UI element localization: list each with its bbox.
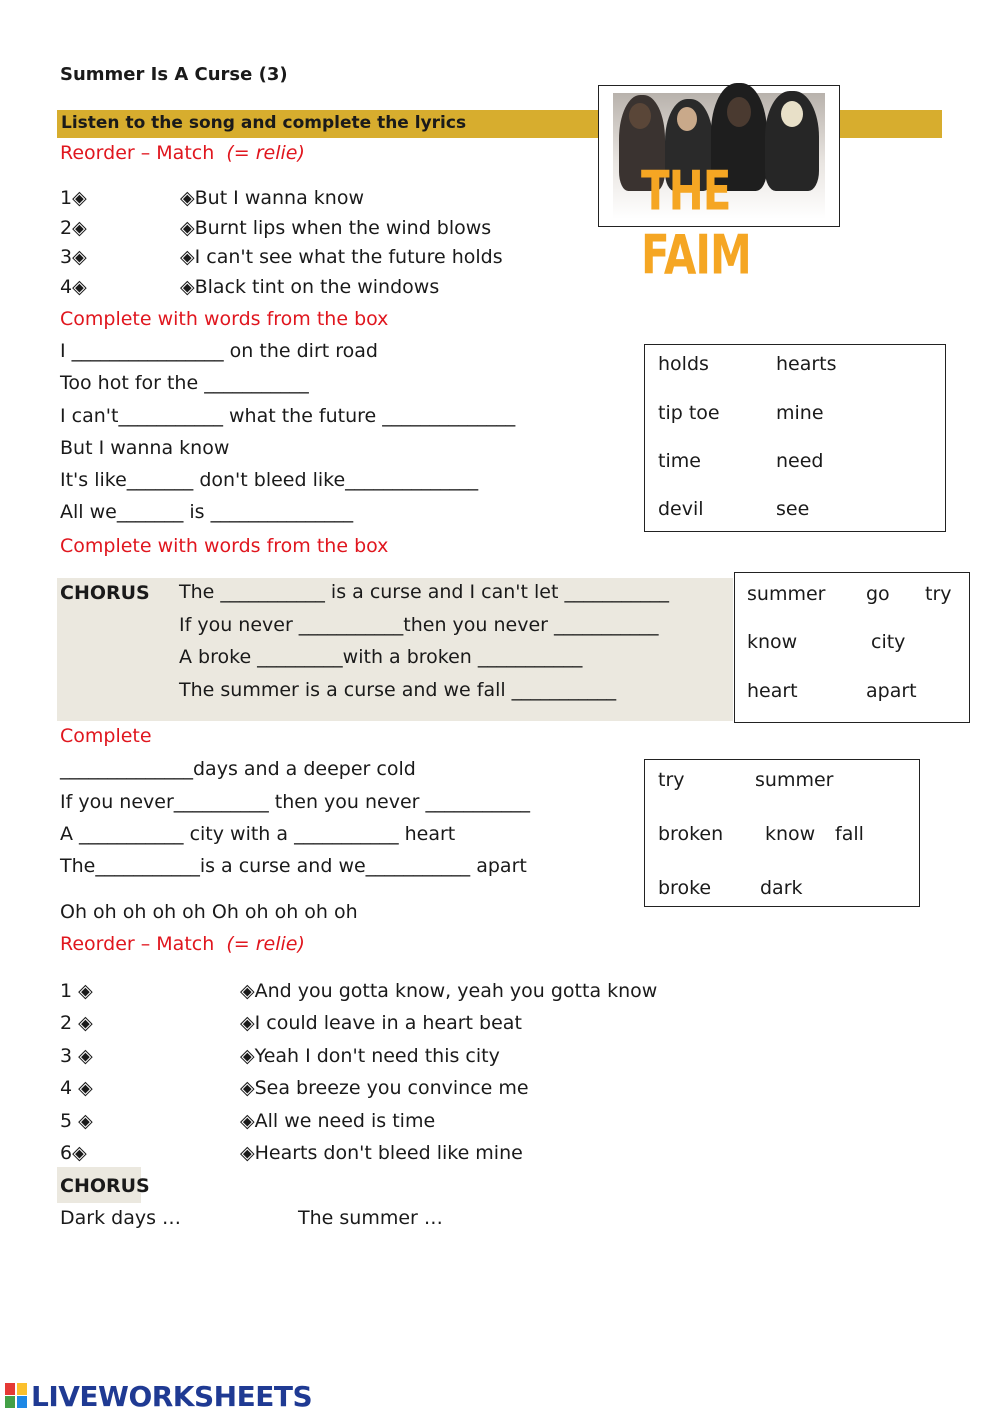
list-item-number[interactable]: 3 ◈ [60, 1045, 93, 1067]
word-box-2 [734, 572, 970, 723]
word-box-item: summer [755, 769, 834, 791]
list-item[interactable]: ◈Black tint on the windows [180, 276, 440, 298]
word-box-item: city [871, 631, 906, 653]
word-box-item: holds [658, 353, 709, 375]
list-item-number[interactable]: 1 ◈ [60, 980, 93, 1002]
chorus-label: CHORUS [60, 582, 150, 604]
word-box-item: devil [658, 498, 704, 520]
logo-text: LIVEWORKSHEETS [31, 1380, 313, 1413]
lyric-line[interactable]: A ___________ city with a ___________ heart [60, 823, 456, 845]
list-item-number[interactable]: 3◈ [60, 246, 87, 268]
list-item-number[interactable]: 1◈ [60, 187, 87, 209]
list-item-number[interactable]: 2 ◈ [60, 1012, 93, 1034]
list-item-number[interactable]: 6◈ [60, 1142, 87, 1164]
chorus-label: CHORUS [60, 1175, 150, 1197]
word-box-item: see [776, 498, 810, 520]
word-box-item: broken [658, 823, 724, 845]
list-item-number[interactable]: 2◈ [60, 217, 87, 239]
list-item[interactable]: ◈Sea breeze you convince me [240, 1077, 529, 1099]
word-box-item: heart [747, 680, 798, 702]
lyric-line[interactable]: I can't___________ what the future ______________ [60, 405, 516, 427]
liveworksheets-logo[interactable] [5, 1380, 312, 1413]
list-item[interactable]: ◈All we need is time [240, 1110, 436, 1132]
lyric-line[interactable]: If you never__________ then you never ___________ [60, 791, 531, 813]
lyric-line[interactable]: The___________is a curse and we___________ apart [60, 855, 527, 877]
word-box-item: time [658, 450, 701, 472]
lyric-line[interactable]: The summer is a curse and we fall ___________ [179, 679, 617, 701]
list-item[interactable]: ◈But I wanna know [180, 187, 364, 209]
chorus-start-right: The summer … [298, 1207, 443, 1229]
liveworksheets-icon [5, 1383, 29, 1409]
word-box-item: mine [776, 402, 824, 424]
word-box-item: try [658, 769, 685, 791]
list-item[interactable]: ◈Hearts don't bleed like mine [240, 1142, 523, 1164]
word-box-item: fall [835, 823, 864, 845]
word-box-3 [644, 759, 920, 907]
word-box-item: know [765, 823, 816, 845]
section5-heading: Reorder – Match (= relie) [60, 933, 305, 955]
word-box-item: need [776, 450, 824, 472]
lyric-line[interactable]: If you never ___________then you never ___________ [179, 614, 659, 636]
lyric-line[interactable]: All we_______ is _______________ [60, 501, 354, 523]
section4-heading: Complete [60, 725, 152, 747]
word-box-item: know [747, 631, 798, 653]
band-name: THE FAIM [641, 159, 751, 287]
list-item[interactable]: ◈Yeah I don't need this city [240, 1045, 500, 1067]
list-item-number[interactable]: 5 ◈ [60, 1110, 93, 1132]
lyric-line[interactable]: It's like_______ don't bleed like______________ [60, 469, 479, 491]
word-box-item: summer [747, 583, 826, 605]
list-item[interactable]: ◈I could leave in a heart beat [240, 1012, 522, 1034]
word-box-item: dark [760, 877, 803, 899]
section1-heading: Reorder – Match (= relie) [60, 142, 305, 164]
section3-heading: Complete with words from the box [60, 535, 389, 557]
word-box-item: go [866, 583, 890, 605]
word-box-item: try [925, 583, 952, 605]
lyric-line: But I wanna know [60, 437, 230, 459]
list-item[interactable]: ◈Burnt lips when the wind blows [180, 217, 492, 239]
word-box-item: hearts [776, 353, 837, 375]
lyric-line[interactable]: Too hot for the ___________ [60, 372, 309, 394]
lyric-line[interactable]: I ________________ on the dirt road [60, 340, 378, 362]
list-item[interactable]: ◈And you gotta know, yeah you gotta know [240, 980, 658, 1002]
page-title: Summer Is A Curse (3) [60, 64, 288, 85]
instruction-text: Listen to the song and complete the lyrics [61, 113, 467, 133]
word-box-item: broke [658, 877, 712, 899]
lyric-line[interactable]: The ___________ is a curse and I can't let ___________ [179, 581, 669, 603]
band-photo [598, 85, 840, 287]
oh-line: Oh oh oh oh oh Oh oh oh oh oh [60, 901, 358, 923]
word-box-item: apart [866, 680, 917, 702]
list-item[interactable]: ◈I can't see what the future holds [180, 246, 503, 268]
chorus-start-left: Dark days … [60, 1207, 182, 1229]
list-item-number[interactable]: 4◈ [60, 276, 87, 298]
lyric-line[interactable]: ______________days and a deeper cold [60, 758, 416, 780]
word-box-1 [644, 344, 946, 532]
list-item-number[interactable]: 4 ◈ [60, 1077, 93, 1099]
word-box-item: tip toe [658, 402, 720, 424]
section2-heading: Complete with words from the box [60, 308, 389, 330]
lyric-line[interactable]: A broke _________with a broken ___________ [179, 646, 583, 668]
